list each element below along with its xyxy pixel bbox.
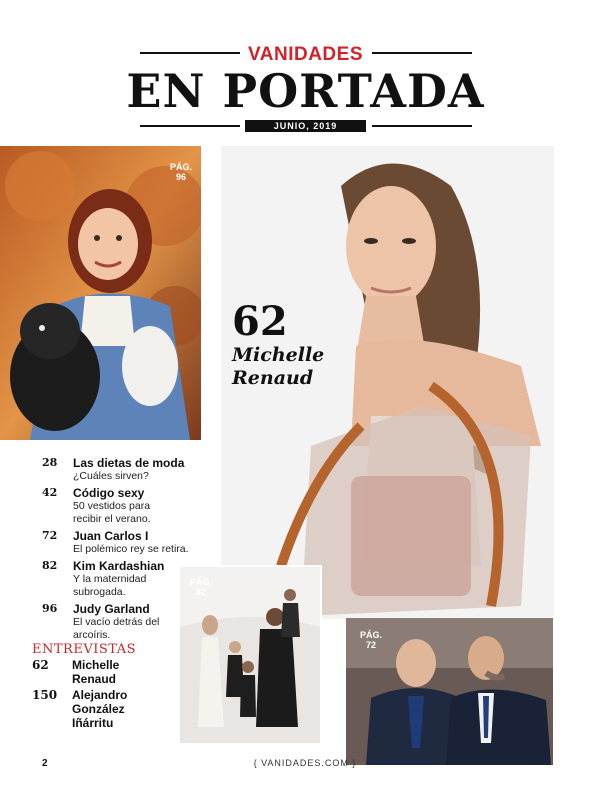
page-tag-garland: PÁG. 96 — [169, 162, 192, 182]
toc-title: Judy Garland — [73, 602, 150, 616]
page-title: EN PORTADA — [126, 64, 485, 118]
toc-title: Juan Carlos I — [73, 529, 149, 543]
toc-page-number: 42 — [42, 486, 58, 499]
photo-judy-garland — [0, 146, 201, 440]
interviews-list — [32, 658, 192, 732]
toc-description: El polémico rey se retira. — [73, 543, 189, 555]
interviews-heading: ENTREVISTAS — [32, 642, 136, 657]
photo-juan-carlos — [346, 618, 553, 765]
toc-page-number: 72 — [42, 529, 58, 542]
masthead-rule-bottom-left — [140, 125, 240, 127]
page-tag-juan-carlos: PÁG. 72 — [359, 630, 382, 650]
list-item — [42, 529, 222, 556]
list-item — [42, 486, 222, 526]
toc-page-number: 82 — [42, 559, 58, 572]
toc-title: Las dietas de moda — [73, 456, 185, 470]
toc-description: ¿Cuáles sirven? — [73, 470, 149, 482]
list-item — [32, 658, 192, 686]
page-folio: 2 — [42, 758, 48, 769]
page-tag-kardashian: PÁG. 82 — [189, 577, 212, 597]
issue-date: JUNIO, 2019 — [245, 120, 366, 132]
interview-page-number: 150 — [32, 688, 58, 702]
interview-name: Michelle Renaud — [72, 658, 120, 686]
toc-description: Y la maternidad subrogada. — [73, 573, 147, 598]
cover-page-number: 62 — [232, 298, 288, 345]
toc-page-number: 28 — [42, 456, 58, 469]
list-item — [42, 456, 222, 483]
toc-description: 50 vestidos para recibir el verano. — [73, 500, 151, 525]
photo-kim-kardashian — [178, 565, 322, 745]
interview-page-number: 62 — [32, 658, 49, 672]
brand-logo: VANIDADES — [248, 44, 363, 65]
list-item — [32, 688, 192, 730]
interview-name: Alejandro González Iñárritu — [72, 688, 128, 730]
toc-description: El vacío detrás del arcoíris. — [73, 616, 160, 641]
toc-title: Código sexy — [73, 486, 145, 500]
masthead-rule-bottom-right — [372, 125, 472, 127]
toc-title: Kim Kardashian — [73, 559, 165, 573]
cover-name: Michelle Renaud — [232, 344, 325, 389]
toc-page-number: 96 — [42, 602, 58, 615]
website-footer: { VANIDADES.COM } — [253, 758, 357, 768]
